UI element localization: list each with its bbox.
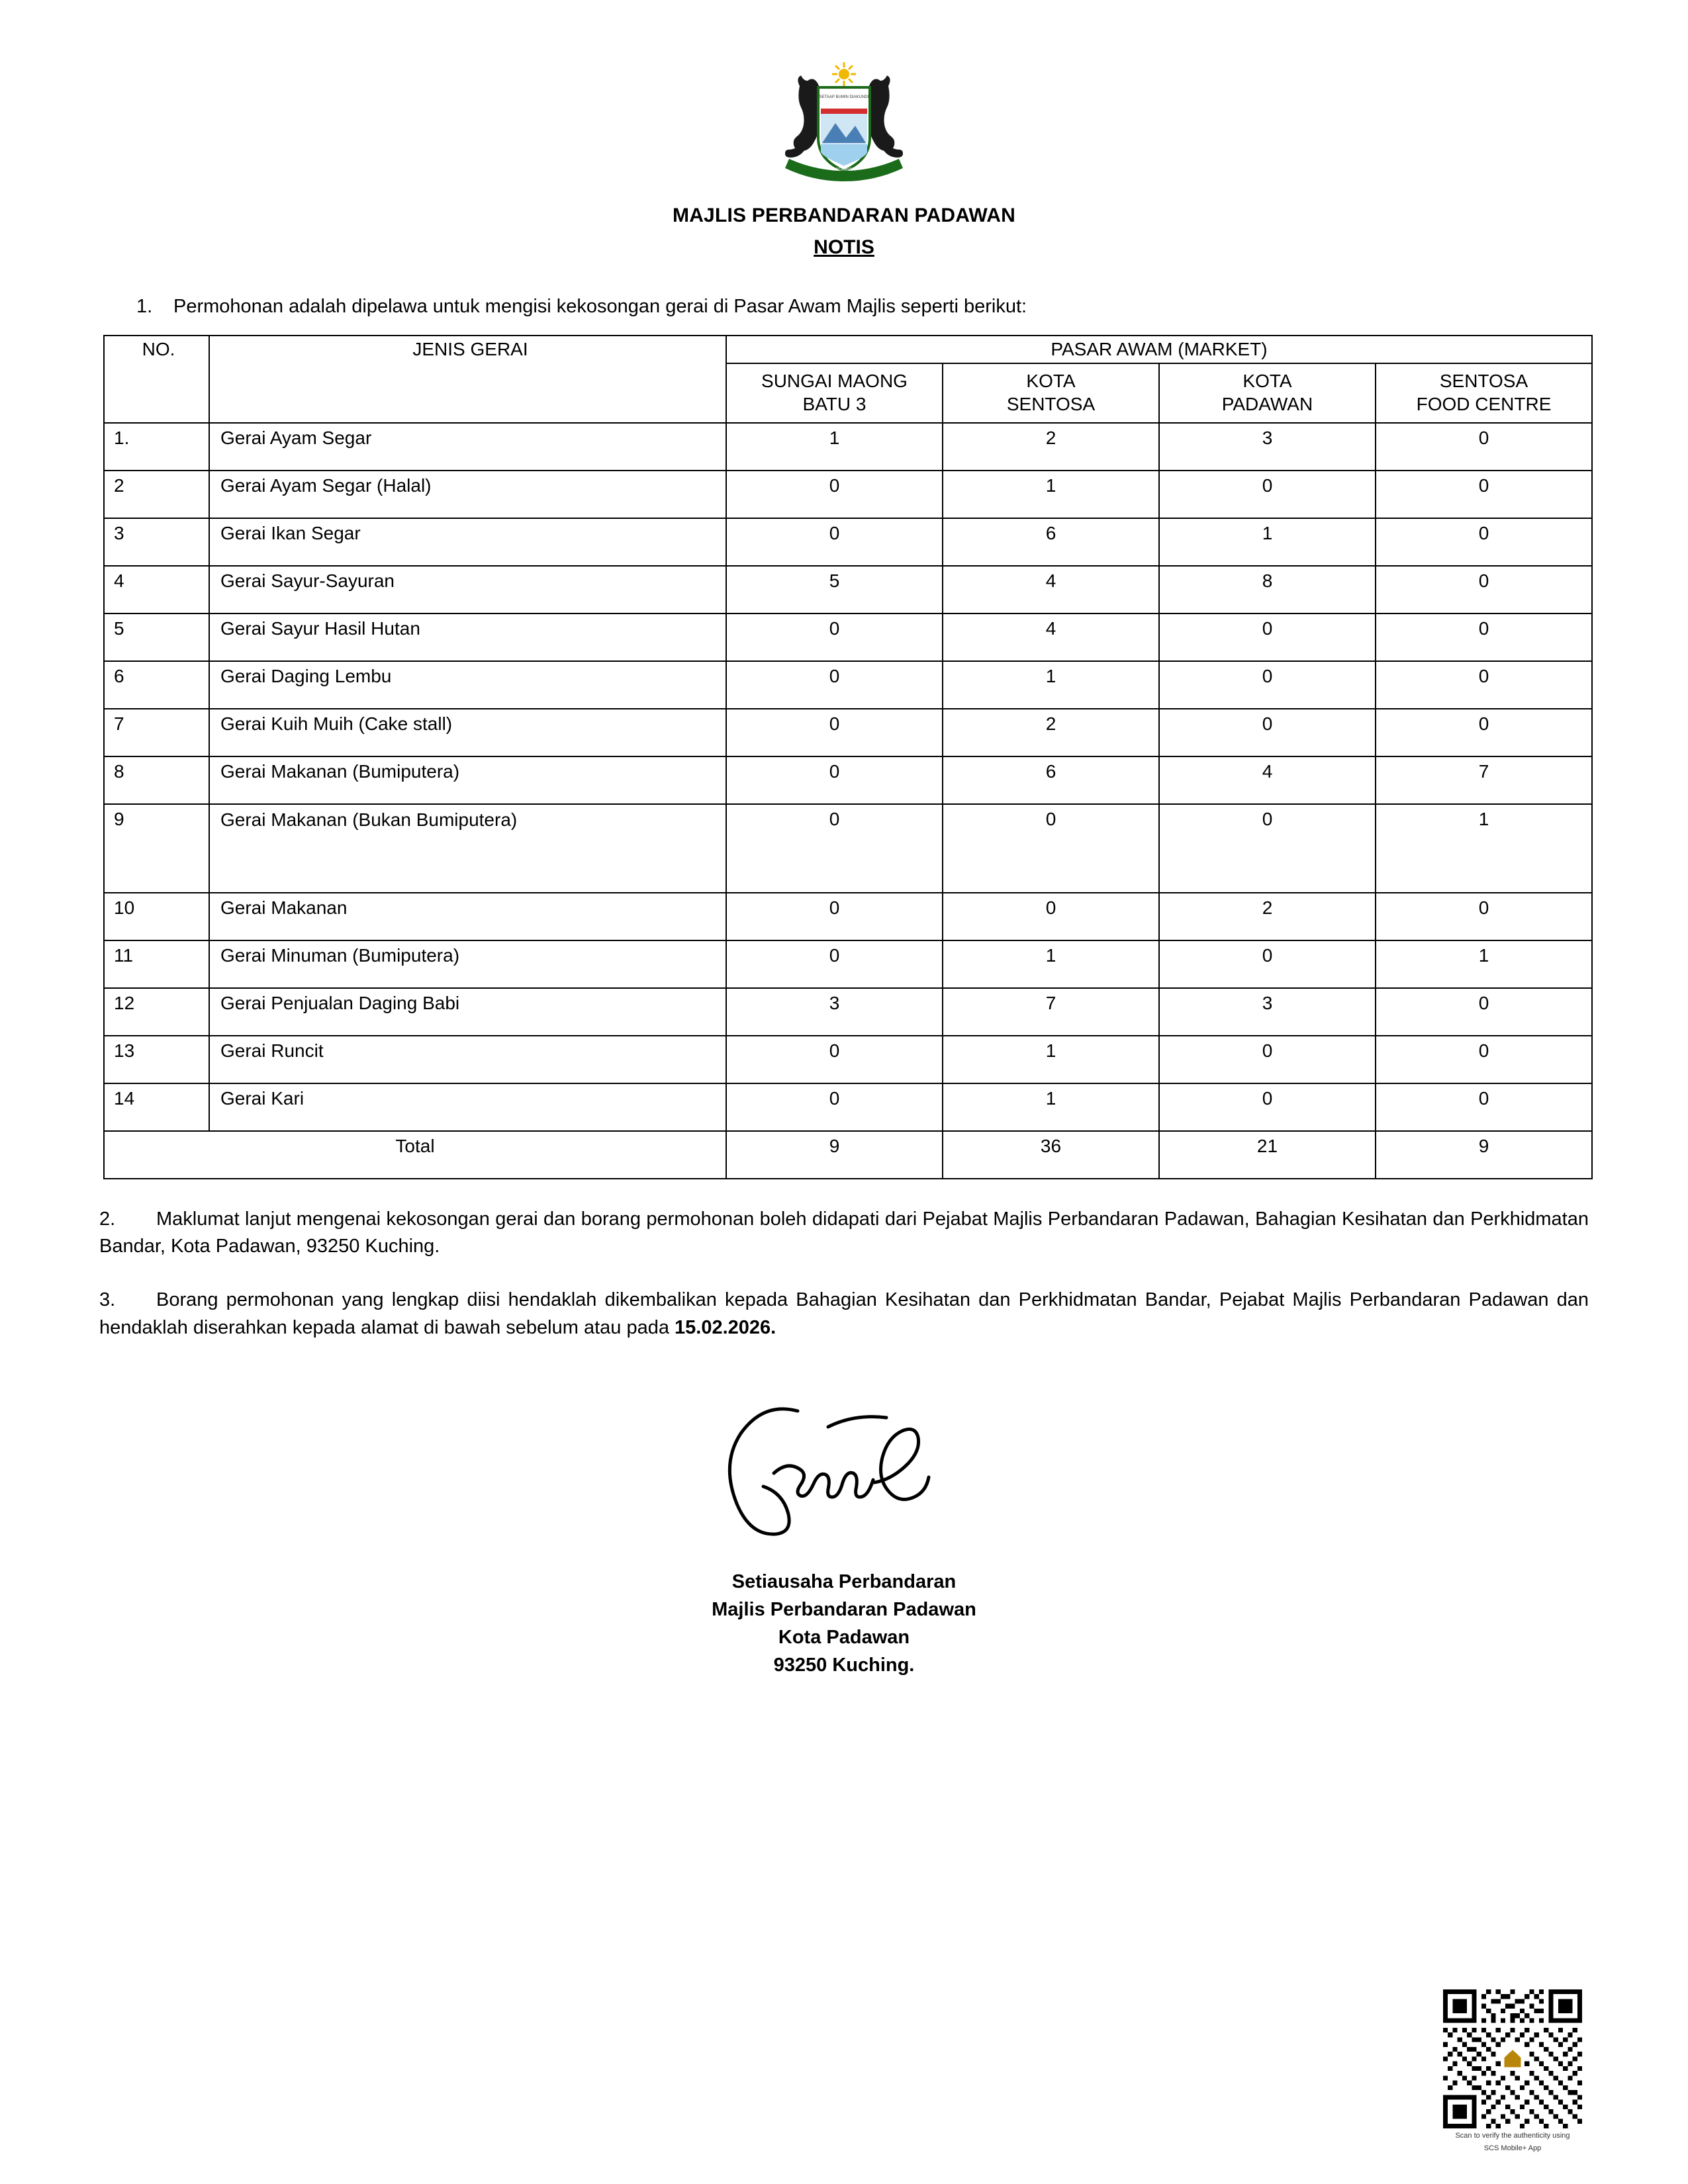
table-header-row bbox=[104, 336, 1592, 363]
row-value-sungai-maong: 0 bbox=[726, 1083, 943, 1131]
intro-number: 1. bbox=[136, 296, 153, 317]
row-value-kota-padawan: 0 bbox=[1159, 1083, 1376, 1131]
total-sungai-maong: 9 bbox=[726, 1131, 943, 1179]
row-value-sentosa-food-centre: 7 bbox=[1376, 756, 1592, 804]
table-total-row bbox=[104, 1131, 1592, 1179]
qr-caption-line-2: SCS Mobile+ App bbox=[1483, 2144, 1542, 2153]
row-value-kota-padawan: 8 bbox=[1159, 566, 1376, 614]
row-value-sungai-maong: 0 bbox=[726, 614, 943, 661]
total-kota-padawan: 21 bbox=[1159, 1131, 1376, 1179]
row-value-sentosa-food-centre: 0 bbox=[1376, 471, 1592, 518]
signoff-block bbox=[99, 1568, 1589, 1679]
row-value-kota-sentosa: 1 bbox=[943, 1036, 1159, 1083]
table-row bbox=[104, 1083, 1592, 1131]
row-value-sentosa-food-centre: 0 bbox=[1376, 1036, 1592, 1083]
row-value-kota-sentosa: 6 bbox=[943, 756, 1159, 804]
row-value-sentosa-food-centre: 0 bbox=[1376, 893, 1592, 940]
row-value-sentosa-food-centre: 0 bbox=[1376, 614, 1592, 661]
svg-text:PADAWAN: PADAWAN bbox=[832, 167, 856, 172]
row-value-kota-padawan: 0 bbox=[1159, 804, 1376, 893]
row-value-kota-padawan: 0 bbox=[1159, 1036, 1376, 1083]
row-no: 7 bbox=[104, 709, 209, 756]
row-jenis: Gerai Sayur-Sayuran bbox=[209, 566, 726, 614]
row-value-sungai-maong: 0 bbox=[726, 893, 943, 940]
table-row bbox=[104, 566, 1592, 614]
row-no: 3 bbox=[104, 518, 209, 566]
row-value-sungai-maong: 0 bbox=[726, 940, 943, 988]
row-value-kota-sentosa: 1 bbox=[943, 940, 1159, 988]
signoff-line-3: Kota Padawan bbox=[778, 1626, 910, 1648]
header-jenis-gerai: JENIS GERAI bbox=[209, 336, 726, 423]
row-value-sungai-maong: 3 bbox=[726, 988, 943, 1036]
row-no: 2 bbox=[104, 471, 209, 518]
total-label: Total bbox=[104, 1131, 726, 1179]
signoff-line-2: Majlis Perbandaran Padawan bbox=[712, 1598, 976, 1620]
signature-area bbox=[99, 1365, 1589, 1564]
row-value-sentosa-food-centre: 0 bbox=[1376, 661, 1592, 709]
row-value-kota-padawan: 3 bbox=[1159, 423, 1376, 471]
signoff-line-4: 93250 Kuching. bbox=[773, 1654, 915, 1676]
row-value-kota-sentosa: 4 bbox=[943, 614, 1159, 661]
header-market-kota-sentosa: KOTA SENTOSA bbox=[943, 363, 1159, 423]
header-market-kota-padawan: KOTA PADAWAN bbox=[1159, 363, 1376, 423]
row-jenis: Gerai Ikan Segar bbox=[209, 518, 726, 566]
row-value-sungai-maong: 0 bbox=[726, 709, 943, 756]
row-jenis: Gerai Daging Lembu bbox=[209, 661, 726, 709]
stall-vacancy-table bbox=[103, 335, 1593, 1179]
row-value-kota-sentosa: 1 bbox=[943, 1083, 1159, 1131]
row-value-kota-padawan: 0 bbox=[1159, 614, 1376, 661]
table-row bbox=[104, 756, 1592, 804]
page-title: MAJLIS PERBANDARAN PADAWAN bbox=[673, 205, 1015, 226]
coat-of-arms-icon bbox=[755, 60, 933, 192]
paragraph-2-text: Maklumat lanjut mengenai kekosongan gerai dan borang permohonan boleh didapati dari Pejabat Majlis Perbandaran Padawan, Bahagian Kesihatan dan Perkhidmatan Bandar, Kota Padawan, 93250 Kuching. bbox=[99, 1208, 1589, 1257]
row-value-kota-sentosa: 4 bbox=[943, 566, 1159, 614]
row-value-sungai-maong: 1 bbox=[726, 423, 943, 471]
qr-verification-block bbox=[1436, 1989, 1589, 2154]
row-jenis: Gerai Kuih Muih (Cake stall) bbox=[209, 709, 726, 756]
header-market-sentosa-food-centre: SENTOSA FOOD CENTRE bbox=[1376, 363, 1592, 423]
row-value-kota-padawan: 0 bbox=[1159, 940, 1376, 988]
row-jenis: Gerai Sayur Hasil Hutan bbox=[209, 614, 726, 661]
row-jenis: Gerai Ayam Segar bbox=[209, 423, 726, 471]
row-value-kota-padawan: 0 bbox=[1159, 661, 1376, 709]
row-value-kota-sentosa: 0 bbox=[943, 804, 1159, 893]
row-jenis: Gerai Minuman (Bumiputera) bbox=[209, 940, 726, 988]
row-value-kota-padawan: 0 bbox=[1159, 471, 1376, 518]
intro-text: Permohonan adalah dipelawa untuk mengisi kekosongan gerai di Pasar Awam Majlis seperti berikut: bbox=[173, 296, 1027, 317]
table-row bbox=[104, 614, 1592, 661]
row-jenis: Gerai Makanan (Bukan Bumiputera) bbox=[209, 804, 726, 893]
row-value-sentosa-food-centre: 0 bbox=[1376, 566, 1592, 614]
application-deadline: 15.02.2026. bbox=[675, 1316, 776, 1338]
row-value-sentosa-food-centre: 0 bbox=[1376, 423, 1592, 471]
row-value-kota-padawan: 4 bbox=[1159, 756, 1376, 804]
total-kota-sentosa: 36 bbox=[943, 1131, 1159, 1179]
paragraph-3-text: Borang permohonan yang lengkap diisi hendaklah dikembalikan kepada Bahagian Kesihatan dan Perkhidmatan Bandar, Pejabat Majlis Perbandaran Padawan dan hendaklah diserahkan kepada alamat di bawah sebelum atau pada bbox=[99, 1289, 1589, 1338]
row-value-sungai-maong: 0 bbox=[726, 756, 943, 804]
signoff-line-1: Setiausaha Perbandaran bbox=[731, 1570, 957, 1592]
table-row bbox=[104, 940, 1592, 988]
paragraph-3-number: 3. bbox=[99, 1289, 116, 1311]
signature-icon bbox=[705, 1388, 983, 1541]
row-no: 13 bbox=[104, 1036, 209, 1083]
table-row bbox=[104, 661, 1592, 709]
row-value-kota-sentosa: 1 bbox=[943, 471, 1159, 518]
row-jenis: Gerai Kari bbox=[209, 1083, 726, 1131]
paragraph-2 bbox=[99, 1206, 1589, 1260]
row-no: 12 bbox=[104, 988, 209, 1036]
row-no: 11 bbox=[104, 940, 209, 988]
row-value-kota-padawan: 0 bbox=[1159, 709, 1376, 756]
row-value-sentosa-food-centre: 0 bbox=[1376, 1083, 1592, 1131]
row-no: 5 bbox=[104, 614, 209, 661]
row-jenis: Gerai Makanan (Bumiputera) bbox=[209, 756, 726, 804]
row-jenis: Gerai Runcit bbox=[209, 1036, 726, 1083]
row-no: 1. bbox=[104, 423, 209, 471]
table-row bbox=[104, 1036, 1592, 1083]
row-value-kota-sentosa: 1 bbox=[943, 661, 1159, 709]
intro-paragraph bbox=[99, 296, 1589, 318]
row-value-sungai-maong: 0 bbox=[726, 661, 943, 709]
header-market-group: PASAR AWAM (MARKET) bbox=[726, 336, 1592, 363]
row-no: 8 bbox=[104, 756, 209, 804]
crest-container bbox=[99, 60, 1589, 202]
table-row bbox=[104, 893, 1592, 940]
table-row bbox=[104, 709, 1592, 756]
verification-qr-code-icon bbox=[1443, 1989, 1582, 2128]
document-subtitle: NOTIS bbox=[814, 236, 874, 258]
row-value-sungai-maong: 0 bbox=[726, 518, 943, 566]
row-value-kota-sentosa: 2 bbox=[943, 423, 1159, 471]
row-value-sungai-maong: 0 bbox=[726, 804, 943, 893]
row-value-sentosa-food-centre: 1 bbox=[1376, 940, 1592, 988]
row-value-kota-sentosa: 0 bbox=[943, 893, 1159, 940]
row-no: 14 bbox=[104, 1083, 209, 1131]
row-no: 4 bbox=[104, 566, 209, 614]
table-row bbox=[104, 988, 1592, 1036]
row-value-kota-sentosa: 2 bbox=[943, 709, 1159, 756]
total-sentosa-food-centre: 9 bbox=[1376, 1131, 1592, 1179]
header-market-sungai-maong: SUNGAI MAONG BATU 3 bbox=[726, 363, 943, 423]
row-value-sungai-maong: 0 bbox=[726, 1036, 943, 1083]
row-value-kota-sentosa: 7 bbox=[943, 988, 1159, 1036]
row-no: 6 bbox=[104, 661, 209, 709]
row-no: 9 bbox=[104, 804, 209, 893]
row-jenis: Gerai Penjualan Daging Babi bbox=[209, 988, 726, 1036]
table-row bbox=[104, 518, 1592, 566]
svg-text:SETAAP BUMIN DIAKUNDI: SETAAP BUMIN DIAKUNDI bbox=[819, 95, 869, 99]
header-no: NO. bbox=[104, 336, 209, 423]
row-value-sungai-maong: 0 bbox=[726, 471, 943, 518]
row-jenis: Gerai Ayam Segar (Halal) bbox=[209, 471, 726, 518]
paragraph-3 bbox=[99, 1287, 1589, 1341]
row-value-sentosa-food-centre: 0 bbox=[1376, 709, 1592, 756]
row-value-kota-sentosa: 6 bbox=[943, 518, 1159, 566]
row-value-kota-padawan: 1 bbox=[1159, 518, 1376, 566]
row-value-sentosa-food-centre: 0 bbox=[1376, 988, 1592, 1036]
row-no: 10 bbox=[104, 893, 209, 940]
row-jenis: Gerai Makanan bbox=[209, 893, 726, 940]
row-value-sungai-maong: 5 bbox=[726, 566, 943, 614]
table-row bbox=[104, 471, 1592, 518]
paragraph-2-number: 2. bbox=[99, 1208, 116, 1230]
table-row bbox=[104, 804, 1592, 893]
row-value-kota-padawan: 2 bbox=[1159, 893, 1376, 940]
row-value-sentosa-food-centre: 0 bbox=[1376, 518, 1592, 566]
table-row bbox=[104, 423, 1592, 471]
row-value-sentosa-food-centre: 1 bbox=[1376, 804, 1592, 893]
qr-caption-line-1: Scan to verify the authenticity using bbox=[1455, 2132, 1570, 2140]
row-value-kota-padawan: 3 bbox=[1159, 988, 1376, 1036]
